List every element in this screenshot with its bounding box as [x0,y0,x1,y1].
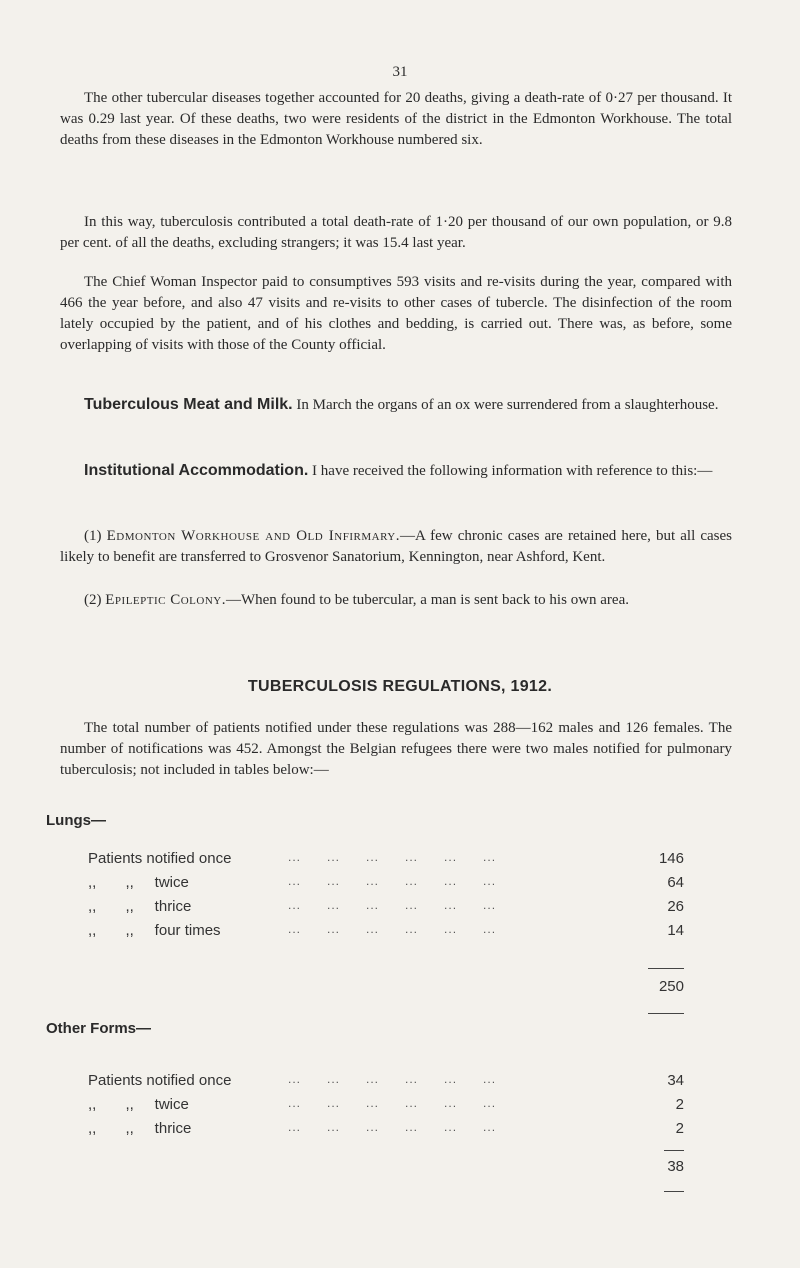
item-number: (1) [84,528,102,544]
section-institutional [60,460,732,482]
row-label: ,, ,, thrice [88,1120,192,1137]
total-rule [664,1191,684,1192]
leader-dots: ... ... ... ... ... ... [288,850,497,864]
other-forms-label: Other Forms— [46,1020,152,1037]
other-forms-row [88,1072,684,1092]
item-name: Epileptic Colony. [105,592,226,608]
lungs-label: Lungs— [46,812,106,829]
item-name: Edmonton Workhouse and Old Infirmary. [106,528,401,544]
other-forms-row [88,1120,684,1140]
lungs-row [88,874,684,894]
row-value: 26 [667,898,684,915]
item-number: (2) [84,592,102,608]
meat-milk-heading: Tuberculous Meat and Milk. [84,396,293,413]
other-forms-row [88,1096,684,1116]
lungs-total: 250 [658,978,684,995]
regulations-text: The total number of patients notified under these regulations was 288—162 males and 126 females. The number of notifications was 452. Amongst the Belgian refugees there were two males notified for pulmonary tuberculosis; not included in tables below:— [60,720,732,778]
row-label: ,, ,, thrice [88,898,192,915]
row-value: 146 [658,850,684,867]
sum-rule [648,968,684,969]
institutional-text: I have received the following information with reference to this:— [312,463,713,479]
section-meat-milk [60,394,732,416]
row-label: ,, ,, four times [88,922,221,939]
institutional-heading: Institutional Accommodation. [84,462,309,479]
row-label: Patients notified once [88,850,232,867]
row-label: ,, ,, twice [88,1096,189,1113]
row-value: 2 [675,1120,684,1137]
lungs-row [88,850,684,870]
paragraph-inspector-visits: The Chief Woman Inspector paid to consumptives 593 visits and re-visits during the year, compared with 466 the year before, and also 47 visits and re-visits to other cases of tubercle. The disinfection of the room lately occupied by the patient, and of his clothes and bedding, is carried out. There was, as before, some overlapping of visits with those of the County official. [60,274,732,353]
leader-dots: ... ... ... ... ... ... [288,874,497,888]
regulations-heading: TUBERCULOSIS REGULATIONS, 1912. [247,678,553,695]
page-number: 31 [392,64,408,80]
leader-dots: ... ... ... ... ... ... [288,898,497,912]
leader-dots: ... ... ... ... ... ... [288,922,497,936]
meat-milk-text: In March the organs of an ox were surrendered from a slaughterhouse. [296,397,719,413]
row-label: ,, ,, twice [88,874,189,891]
paragraph-other-tubercular: The other tubercular diseases together accounted for 20 deaths, giving a death-rate of 0·27 per thousand. It was 0.29 last year. Of these deaths, two were residents of the district in the Edmonton Workhouse. The total deaths from these diseases in the Edmonton Workhouse numbered six. [60,90,732,148]
leader-dots: ... ... ... ... ... ... [288,1120,497,1134]
row-value: 34 [667,1072,684,1089]
item-epileptic-colony [60,590,732,611]
row-value: 14 [667,922,684,939]
other-forms-total-row [88,1158,684,1178]
total-rule [648,1013,684,1014]
lungs-row [88,922,684,942]
row-value: 64 [667,874,684,891]
item-edmonton-workhouse [60,526,732,568]
leader-dots: ... ... ... ... ... ... [288,1072,497,1086]
row-label: Patients notified once [88,1072,232,1089]
paragraph-death-rate: In this way, tuberculosis contributed a total death-rate of 1·20 per thousand of our own population, or 9.8 per cent. of all the deaths, excluding strangers; it was 15.4 last year. [60,214,732,251]
row-value: 2 [675,1096,684,1113]
sum-rule [664,1150,684,1151]
other-forms-total: 38 [667,1158,684,1175]
item-text: —A few chronic cases are retained here, but all cases likely to benefit are transferred to Grosvenor Sanatorium, Kennington, near Ashford, Kent. [60,528,733,565]
leader-dots: ... ... ... ... ... ... [288,1096,497,1110]
item-text: —When found to be tubercular, a man is sent back to his own area. [225,592,629,608]
lungs-total-row [88,978,684,998]
lungs-row [88,898,684,918]
